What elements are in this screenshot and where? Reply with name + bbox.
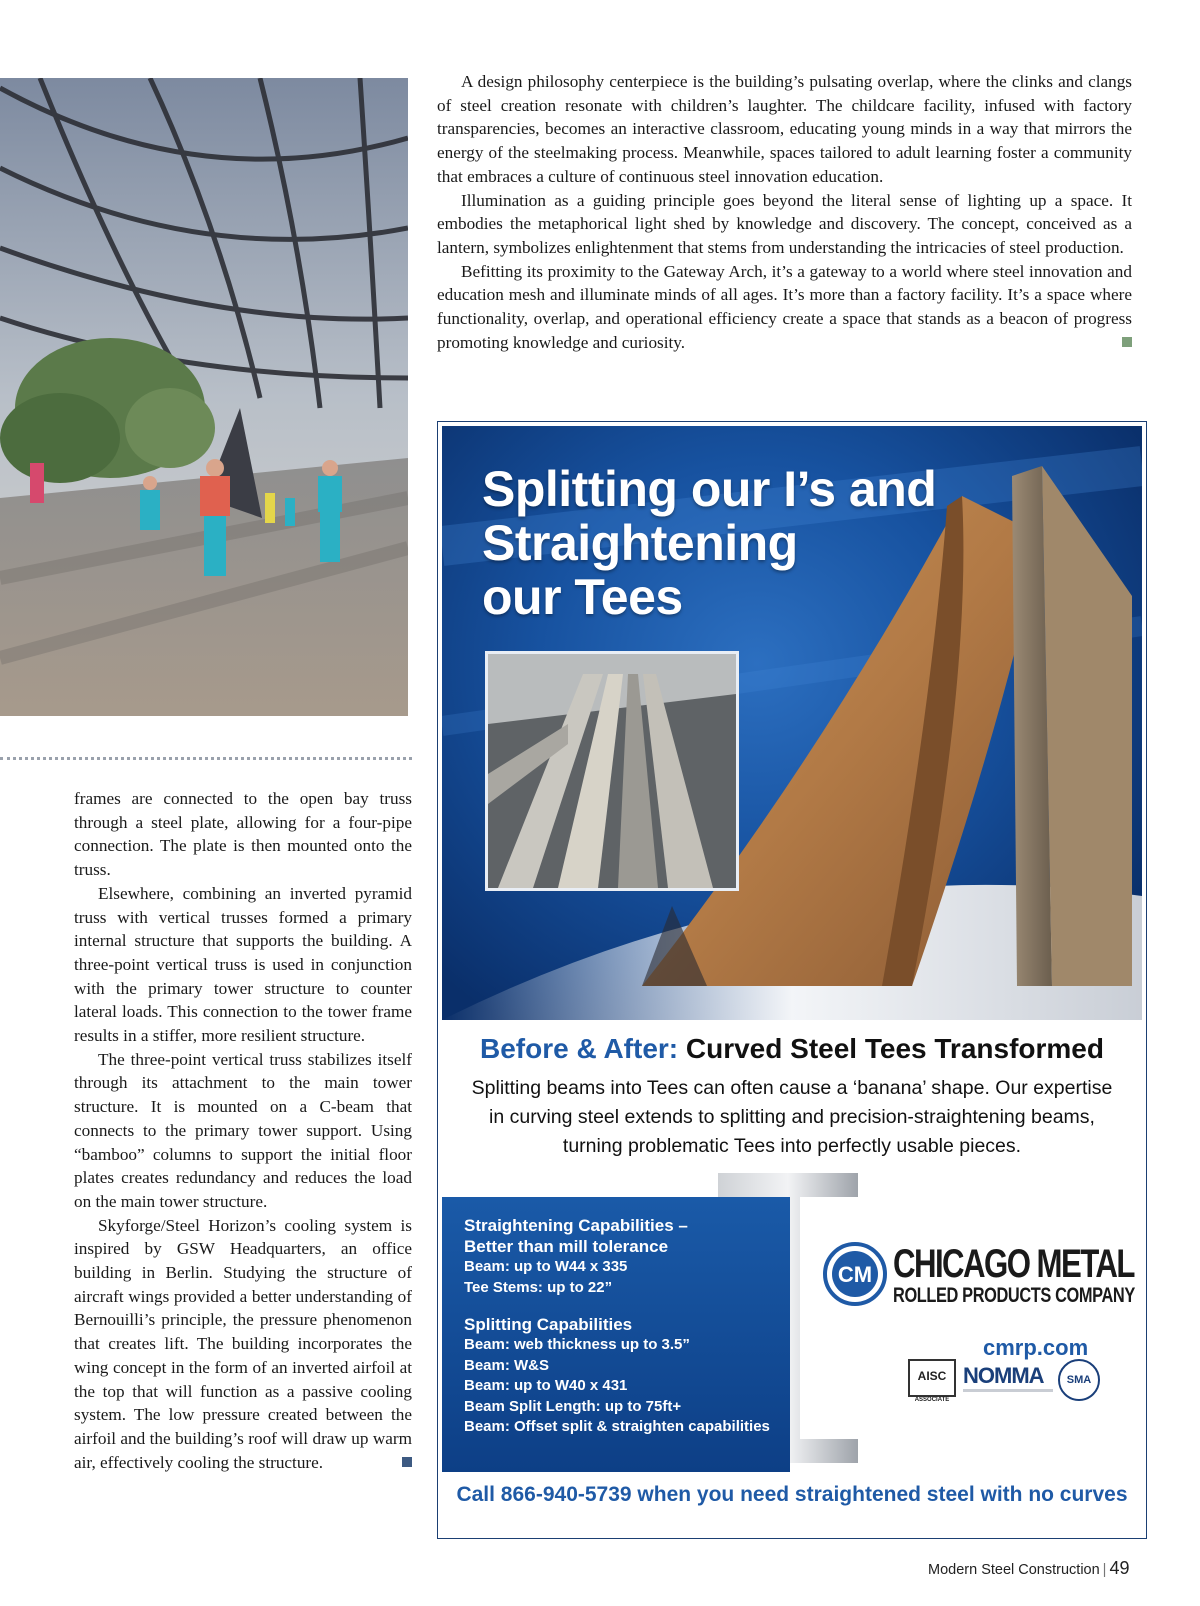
end-of-article-mark [1122,337,1132,347]
article-column-left [74,787,412,1474]
end-of-article-mark [402,1457,412,1467]
company-url[interactable]: cmrp.com [983,1335,1089,1360]
aisc-text: AISC [917,1369,947,1383]
capability-item: Beam: up to W44 x 335 [464,1258,628,1275]
ad-headline-line: Splitting our I’s and [482,461,937,517]
capability-item: Beam: up to W40 x 431 [464,1377,628,1394]
call-to-action: Call 866-940-5739 when you need straightened steel with no curves [456,1483,1128,1506]
capability-item: Beam: web thickness up to 3.5” [464,1336,690,1353]
page-footer [928,1558,1129,1579]
nomma-underline [963,1389,1053,1392]
straightening-subheading: Better than mill tolerance [464,1237,669,1256]
before-after-label: Before & After: [480,1033,679,1064]
before-after-title: Curved Steel Tees Transformed [685,1033,1104,1064]
logo-letters: CM [837,1262,873,1287]
ad-headline-line: Straightening [482,515,798,571]
article-paragraph: Elsewhere, combining an inverted pyramid truss with vertical trusses formed a primary internal structure that supports the building. A three-point vertical truss is used in conjunction with the primary tower structure to counter lateral loads. This connection to the tower frame results in a stiffer, more resilient structure. [74,883,412,1046]
aisc-logo [908,1359,956,1403]
section-divider [0,757,412,760]
advertisement [437,421,1147,1539]
capability-item: Beam: Offset split & straighten capabilities [464,1418,770,1435]
capability-item: Tee Stems: up to 22” [464,1278,613,1296]
article-paragraph: A design philosophy centerpiece is the building’s pulsating overlap, where the clinks and clangs of steel creation resonate with children’s laughter. The childcare facility, infused with factory transparencies, becomes an interactive classroom, educating young minds in a way that mirrors the energy of the steelmaking process. Meanwhile, spaces tailored to adult learning foster a community that embraces a culture of continuous steel innovation education. [437,72,1132,186]
ad-body-text: Splitting beams into Tees can often cause a ‘banana’ shape. Our expertise in curving steel extends to splitting and precision-straightening beams, turning problematic Tees into perfectly usable pieces. [471,1077,1113,1157]
inset-steel-photo [485,651,739,891]
ad-headline [482,462,936,624]
aisc-subtext: ASSOCIATE [914,1397,950,1403]
capabilities-box [442,1197,790,1472]
ad-hero-image [442,426,1142,1020]
architectural-rendering [0,78,408,716]
ad-headline-line: our Tees [482,569,683,625]
article-paragraph: Skyforge/Steel Horizon’s cooling system is inspired by GSW Headquarters, an office building in Berlin. Studying the structure of aircraft wings provided a better understanding of Bernouilli’s principle, the pressure phenomenon that creates lift. The building incorporates the wing concept in the form of an inverted airfoil at the top that will function as a passive cooling system. The low pressure created between the airfoil and the building’s roof will draw up warm air, effectively cooling the structure. [74,1215,412,1472]
nomma-logo: NOMMA [963,1363,1044,1388]
straightening-heading: Straightening Capabilities – [464,1216,688,1235]
capability-item: Beam Split Length: up to 75ft+ [464,1397,682,1415]
company-name: CHICAGO METAL [893,1242,1134,1286]
cmrp-logo-icon [823,1242,887,1306]
ad-before-after [438,1032,1146,1161]
article-paragraph: frames are connected to the open bay truss through a steel plate, allowing for a four-pipe connection. The plate is then mounted onto the truss. [74,789,412,880]
article-column-top [437,70,1132,354]
publication-name: Modern Steel Construction [928,1562,1100,1578]
article-paragraph: Illumination as a guiding principle goes beyond the literal sense of lighting up a space. It embodies the metaphorical light shed by knowledge and discovery. The concept, conceived as a lantern, symbolizes enlightenment that stems from understanding the intricacies of steel production. [437,190,1132,257]
company-subname: ROLLED PRODUCTS COMPANY [893,1284,1135,1307]
association-logos [908,1359,1108,1405]
article-paragraph: The three-point vertical truss stabilizes itself through its attachment to the main tower structure. It is mounted on a C-beam that connects to the primary tower support. Using “bamboo” columns to support the initial floor plates creates redundancy and reduces the load on the main tower structure. [74,1049,412,1211]
page-number: 49 [1109,1558,1130,1578]
splitting-heading: Splitting Capabilities [464,1315,633,1334]
sma-logo: SMA [1058,1359,1100,1401]
capability-item: Beam: W&S [464,1356,550,1374]
footer-separator: | [1102,1562,1107,1578]
before-after-heading [438,1032,1146,1066]
article-paragraph: Befitting its proximity to the Gateway Arch, it’s a gateway to a world where steel innovation and education mesh and illuminate minds of all ages. It’s more than a factory facility. It’s a space where functionality, overlap, and operational efficiency create a space that stands as a beacon of progress promoting knowledge and curiosity. [437,261,1132,352]
